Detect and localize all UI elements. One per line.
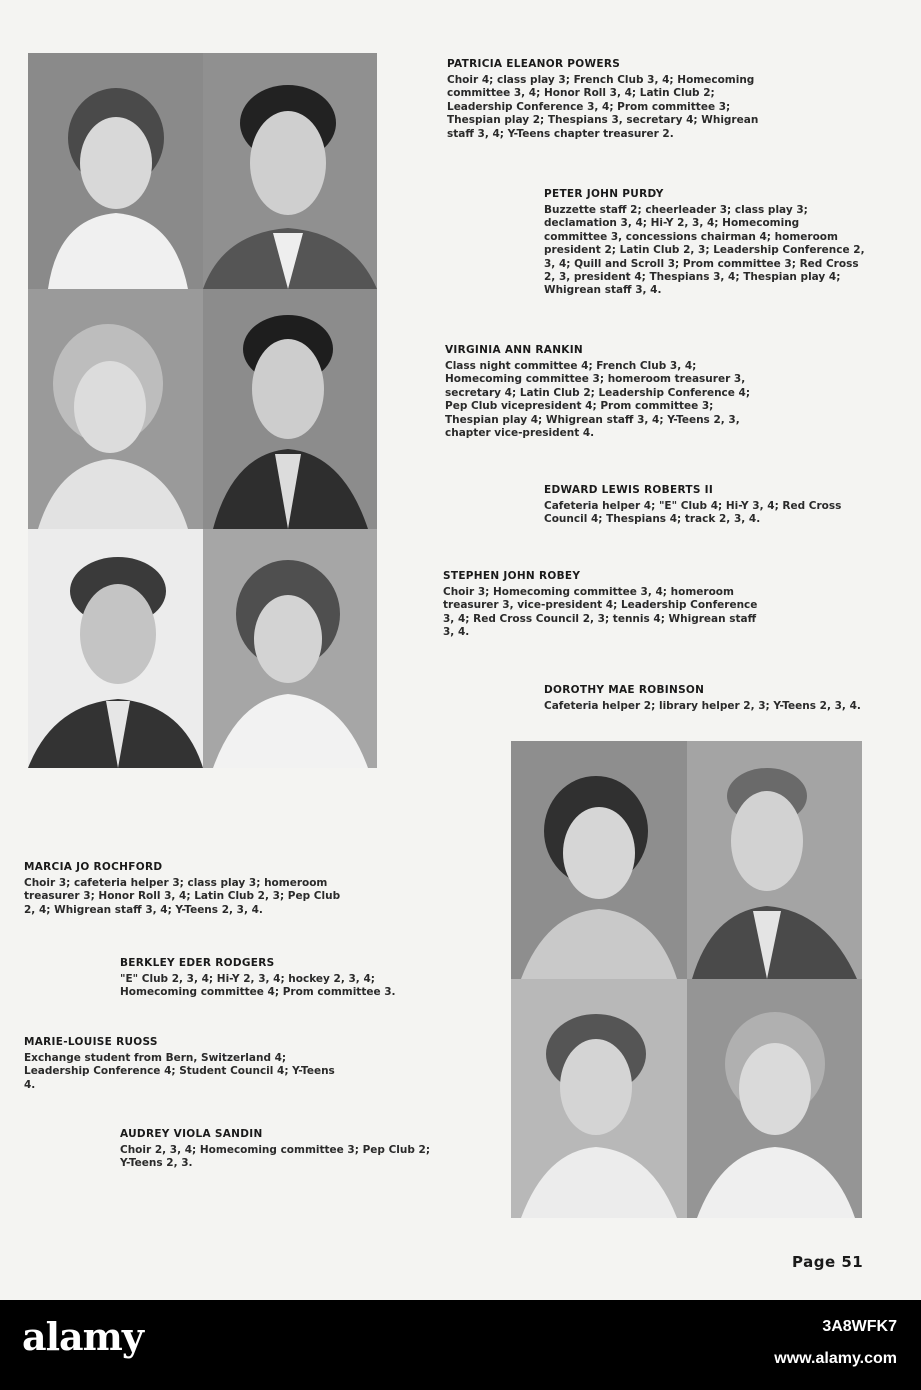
entry-marcia-rochford <box>24 861 346 917</box>
portrait-girl-3 <box>203 529 377 768</box>
entry-name: MARCIA JO ROCHFORD <box>24 861 163 873</box>
entry-name: AUDREY VIOLA SANDIN <box>120 1128 263 1140</box>
portrait-girl-1 <box>28 53 203 289</box>
entry-audrey-sandin <box>120 1128 442 1171</box>
photo-group-bottom <box>511 741 862 1218</box>
portrait-boy-2 <box>203 289 377 529</box>
entry-bio: Cafeteria helper 2; library helper 2, 3; Y-Teens 2, 3, 4. <box>544 700 861 712</box>
entry-peter-purdy <box>544 188 866 298</box>
entry-virginia-rankin <box>445 344 767 440</box>
page-number: Page 51 <box>792 1253 864 1271</box>
entry-bio: Choir 2, 3, 4; Homecoming committee 3; Pep Club 2; Y-Teens 2, 3. <box>120 1144 431 1170</box>
portrait-boy-3 <box>28 529 203 768</box>
portrait-girl-5 <box>511 979 687 1218</box>
entry-bio: Choir 3; Homecoming committee 3, 4; homeroom treasurer 3, vice-president 4; Leadership Conference 3, 4; Red Cross Council 2, 3; tennis 4; Whigrean staff 3, 4. <box>443 586 758 639</box>
portrait-girl-2 <box>28 289 203 529</box>
portrait-boy-1 <box>203 53 377 289</box>
portrait-boy-4 <box>687 741 862 979</box>
entry-edward-roberts <box>544 484 866 527</box>
entry-name: PETER JOHN PURDY <box>544 188 664 200</box>
entry-name: EDWARD LEWIS ROBERTS II <box>544 484 714 496</box>
entry-name: BERKLEY EDER RODGERS <box>120 957 275 969</box>
entry-name: VIRGINIA ANN RANKIN <box>445 344 584 356</box>
entry-name: PATRICIA ELEANOR POWERS <box>447 58 621 70</box>
portrait-girl-4 <box>511 741 687 979</box>
entry-name: MARIE-LOUISE RUOSS <box>24 1036 158 1048</box>
entry-bio: Cafeteria helper 4; "E" Club 4; Hi-Y 3, 4; Red Cross Council 4; Thespians 4; track 2, 3, 4. <box>544 500 842 526</box>
entry-marie-louise-ruoss <box>24 1036 346 1092</box>
portrait-girl-6 <box>687 979 862 1218</box>
entry-patricia-powers <box>447 58 769 141</box>
entry-dorothy-robinson <box>544 684 866 713</box>
entry-bio: Choir 4; class play 3; French Club 3, 4; Homecoming committee 3, 4; Honor Roll 3, 4; Latin Club 2; Leadership Conference 3, 4; Prom committee 3; Thespian play 2; Thespians 3, secretary 4; Whigrean staff 3, 4; Y-Teens chapter treasurer 2. <box>447 74 759 140</box>
photo-group-top <box>28 53 377 768</box>
entry-bio: Choir 3; cafeteria helper 3; class play 3; homeroom treasurer 3; Honor Roll 3, 4; Latin Club 2, 3; Pep Club 2, 4; Whigrean staff 3, 4; Y-Teens 2, 3, 4. <box>24 877 341 916</box>
stock-logo: alamy <box>22 1314 143 1359</box>
stock-image-id: 3A8WFK7 <box>822 1318 897 1335</box>
entry-bio: "E" Club 2, 3, 4; Hi-Y 2, 3, 4; hockey 2, 3, 4; Homecoming committee 4; Prom committee 3. <box>120 973 396 999</box>
entry-stephen-robey <box>443 570 765 640</box>
entry-bio: Buzzette staff 2; cheerleader 3; class play 3; declamation 3, 4; Hi-Y 2, 3, 4; Homecoming committee 3, concessions chairman 4; homeroom president 2; Latin Club 2, 3; Leadership Conference 2, 3, 4; Quill and Scroll 3; Prom committee 3; Red Cross 2, 3, president 4; Thespians 3, 4; Thespian play 4; Whigrean staff 3, 4. <box>544 204 865 297</box>
entry-bio: Exchange student from Bern, Switzerland 4; Leadership Conference 4; Student Council 4; Y-Teens 4. <box>24 1052 335 1091</box>
stock-url[interactable]: www.alamy.com <box>774 1350 897 1367</box>
entry-name: STEPHEN JOHN ROBEY <box>443 570 581 582</box>
entry-berkley-rodgers <box>120 957 442 1000</box>
entry-name: DOROTHY MAE ROBINSON <box>544 684 705 696</box>
entry-bio: Class night committee 4; French Club 3, 4; Homecoming committee 3; homeroom treasurer 3, secretary 4; Latin Club 2; Leadership Conference 4; Pep Club vicepresident 4; Prom committee 3; Thespian play 4; Whigrean staff 3, 4; Y-Teens 2, 3, chapter vice-president 4. <box>445 360 751 440</box>
